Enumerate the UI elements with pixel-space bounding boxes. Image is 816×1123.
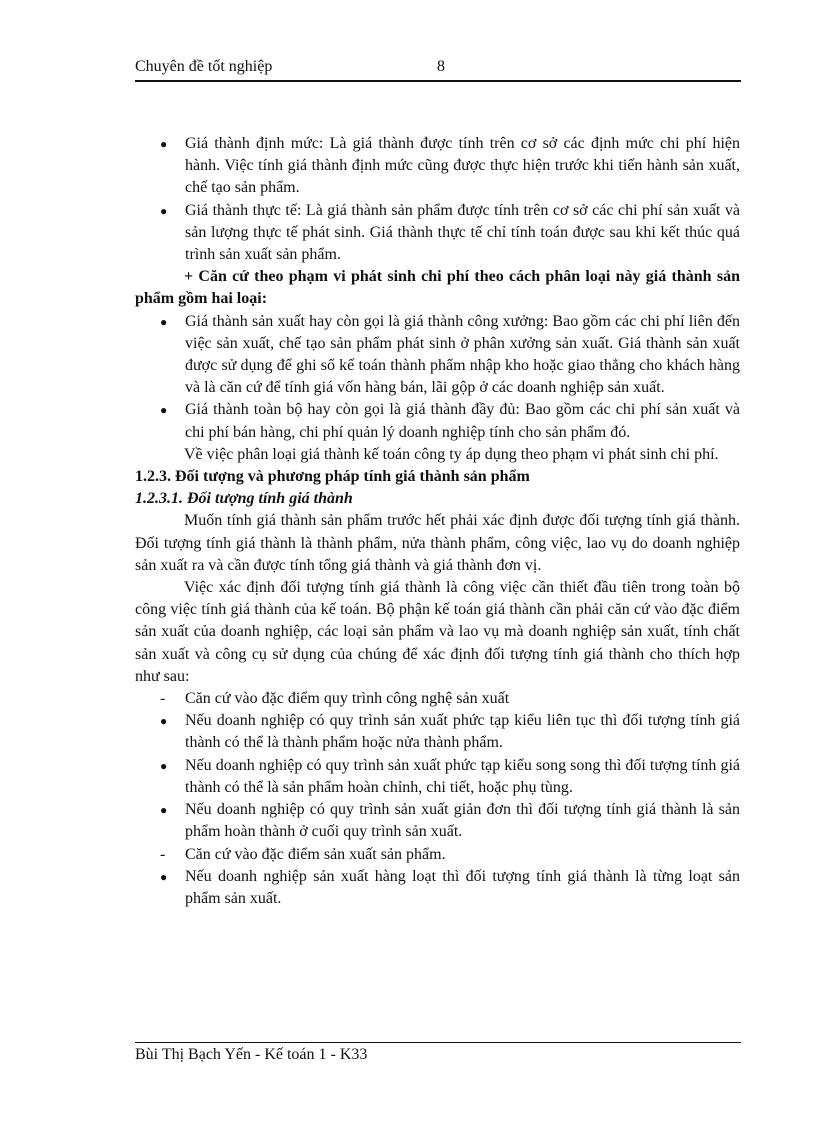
dash-marker-icon [160,688,165,710]
bullet-item [135,755,740,799]
bullet-item [135,200,740,267]
dash-item [135,844,740,866]
bullet-dot-icon [160,799,167,821]
dash-text: Căn cứ vào đặc điểm sản xuất sản phẩm. [185,845,446,863]
page-footer: Bùi Thị Bạch Yến - Kế toán 1 - K33 [135,1046,368,1063]
bullet-dot-icon [160,710,167,732]
dash-text: Căn cứ vào đặc điểm quy trình công nghệ sản xuất [185,690,510,708]
bold-paragraph: + Căn cứ theo phạm vi phát sinh chi phí theo cách phân loại này giá thành sản phẩm gồm hai loại: [135,268,740,308]
section-heading: 1.2.3. Đối tượng và phương pháp tính giá thành sản phẩm [135,468,530,486]
bullet-item [135,710,740,754]
bullet-text: Giá thành sản xuất hay còn gọi là giá thành công xưởng: Bao gồm các chi phí liên đến việc sản xuất, chế tạo sản phẩm phát sinh ở phân xưởng sản xuất. Giá thành sản xuất được sử dụng để ghi sổ kế toán thành phẩm nhập kho hoặc giao thẳng cho khách hàng và là căn cứ để tính giá vốn hàng bán, lãi gộp ở các doanh nghiệp sản xuất. [185,312,740,397]
bullet-text: Giá thành định mức: Là giá thành được tính trên cơ sở các định mức chi phí hiện hành. Việc tính giá thành định mức cũng được thực hiện trước khi tiến hành sản xuất, chế tạo sản phẩm. [185,135,740,197]
bullet-dot-icon [160,755,167,777]
header-divider [135,80,741,82]
header-title: Chuyên đề tốt nghiệp [135,58,273,75]
bullet-text: Nếu doanh nghiệp sản xuất hàng loạt thì đối tượng tính giá thành là từng loạt sản phẩm sản xuất. [185,867,740,907]
bullet-text: Giá thành thực tế: Là giá thành sản phẩm được tính trên cơ sở các chi phí sản xuất và sản lượng thực tế phát sinh. Giá thành thực tế chỉ tính toán được sau khi kết thúc quá trình sản xuất sản phẩm. [185,201,740,264]
paragraph: Về việc phân loại giá thành kế toán công ty áp dụng theo phạm vi phát sinh chi phí. [184,445,719,463]
bullet-text: Nếu doanh nghiệp có quy trình sản xuất phức tạp kiểu song song thì đối tượng tính giá thành có thể là sản phẩm hoàn chỉnh, chi tiết, hoặc phụ tùng. [185,756,740,796]
bullet-item [135,399,740,443]
subsection-heading: 1.2.3.1. Đối tượng tính giá thành [135,490,353,508]
dash-marker-icon [160,844,165,866]
page-header [135,58,741,82]
bullet-item [135,133,740,200]
page-number: 8 [437,58,445,75]
bullet-dot-icon [160,311,167,333]
bullet-dot-icon [160,133,167,155]
document-body [135,133,740,910]
bullet-item [135,311,740,400]
paragraph: Muốn tính giá thành sản phẩm trước hết phải xác định được đối tượng tính giá thành. Đối tượng tính giá thành là thành phẩm, nửa thành phẩm, công việc, lao vụ do doanh nghiệp sản xuất ra và cần được tính tổng giá thành và giá thành đơn vị. [135,512,740,574]
bullet-item [135,866,740,910]
bullet-text: Giá thành toàn bộ hay còn gọi là giá thành đầy đủ: Bao gồm các chi phí sản xuất và chi phí bán hàng, chi phí quản lý doanh nghiệp tính cho sản phẩm đó. [185,401,740,441]
bullet-item [135,799,740,843]
bullet-dot-icon [160,200,167,222]
bullet-text: Nếu doanh nghiệp có quy trình sản xuất phức tạp kiểu liên tục thì đối tượng tính giá thành có thể là thành phẩm hoặc nửa thành phẩm. [185,712,740,752]
dash-item [135,688,740,710]
footer-divider [135,1042,741,1043]
bullet-text: Nếu doanh nghiệp có quy trình sản xuất giản đơn thì đối tượng tính giá thành là sản phẩm hoàn thành ở cuối quy trình sản xuất. [185,801,740,841]
paragraph: Việc xác định đối tượng tính giá thành là công việc cần thiết đầu tiên trong toàn bộ công việc tính giá thành của kế toán. Bộ phận kế toán giá thành cần phải căn cứ vào đặc điểm sản xuất của doanh nghiệp, các loại sản phẩm và lao vụ mà doanh nghiệp sản xuất, tính chất sản xuất và công cụ sử dụng của chúng để xác định đối tượng tính giá thành cho thích hợp như sau: [135,579,740,685]
bullet-dot-icon [160,866,167,888]
bullet-dot-icon [160,399,167,421]
